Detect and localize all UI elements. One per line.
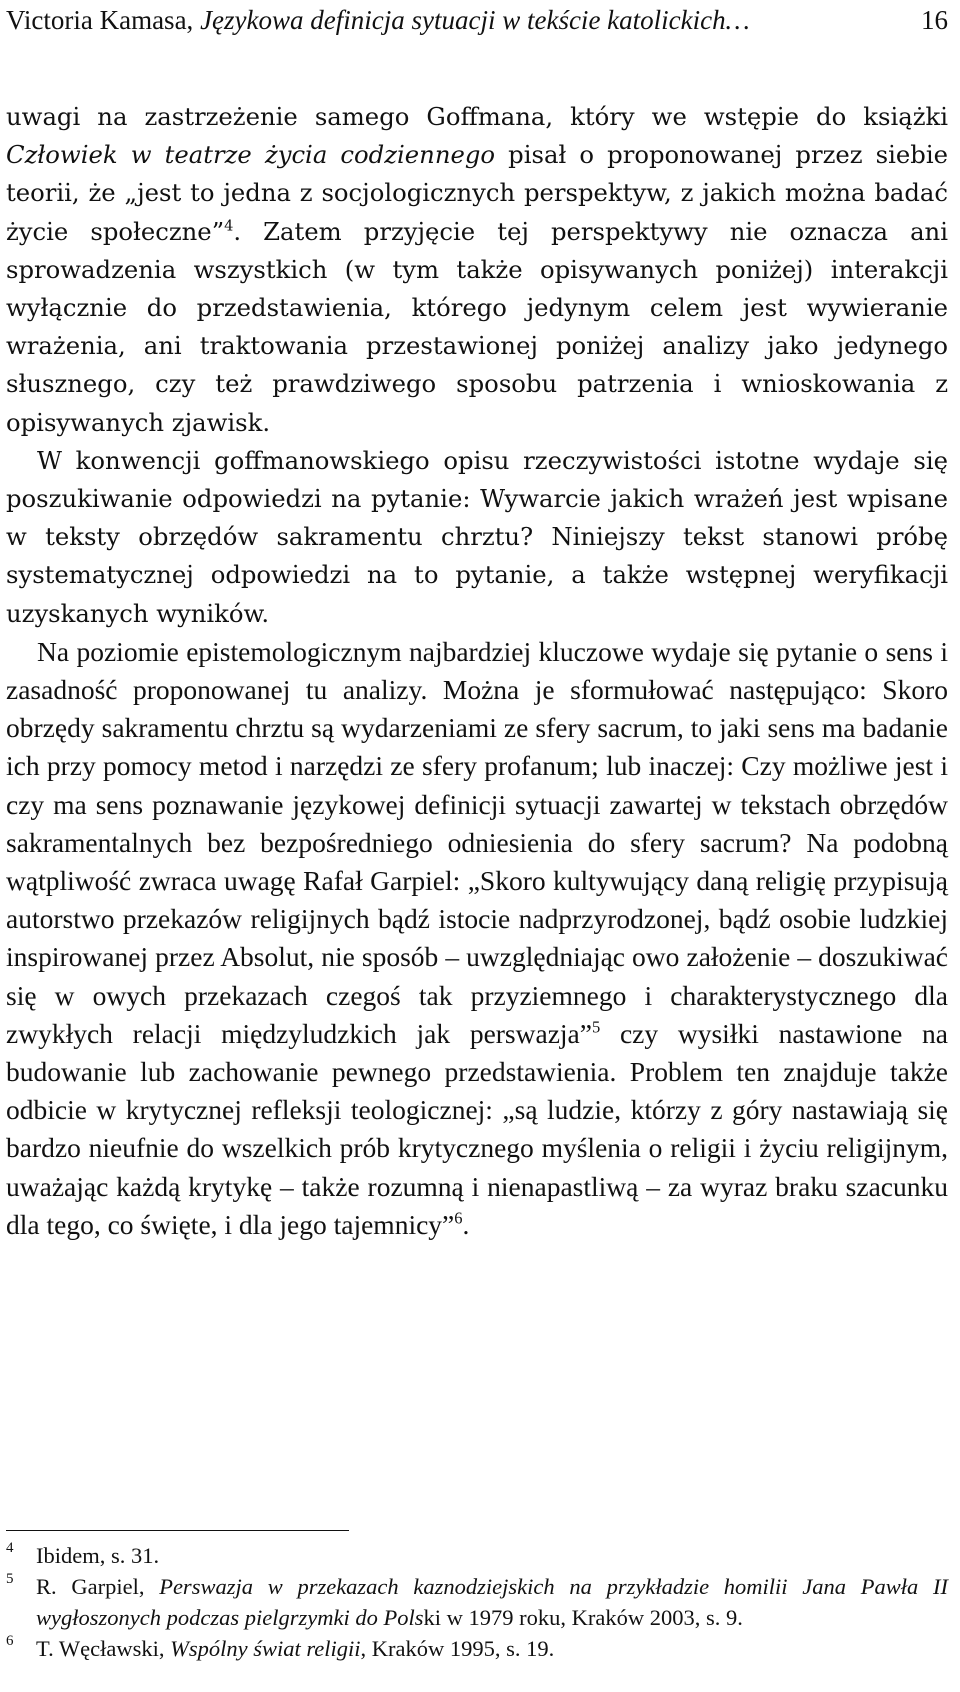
footnote-text: Ibidem, s. 31. (36, 1543, 160, 1568)
footnote-text-tail: , Kraków 1995, s. 19. (360, 1636, 555, 1661)
article-title: Językowa definicja sytuacji w tekście katolickich… (200, 5, 750, 35)
footnote-6 (6, 1633, 948, 1664)
paragraph-3 (6, 633, 948, 1244)
footnotes (6, 1540, 948, 1664)
page-number: 16 (921, 5, 948, 35)
footnote-text-tail: ki w 1979 roku, Kraków 2003, s. 9. (423, 1605, 743, 1630)
footnote-number: 5 (6, 1571, 14, 1587)
main-text (6, 98, 948, 1244)
paragraph-1-text-c: . Zatem przyjęcie tej perspektywy nie oznacza ani sprowadzenia wszystkich (w tym także opisywanych poniżej) interakcji wyłącznie do przedstawienia, którego jedynym celem jest wywieranie wrażenia, ani traktowania przestawionej poniżej analizy jako jedynego słusznego, czy też prawdziwego sposobu patrzenia i wnioskowania z opisywanych zjawisk. (6, 216, 948, 437)
paragraph-3-text-a: Na poziomie epistemologicznym najbardziej kluczowe wydaje się pytanie o sens i zasadność proponowanej tu analizy. Można je sformułować następująco: Skoro obrzędy sakramentu chrztu są wydarzeniami ze sfery sacrum, to jaki sens ma badanie ich przy pomocy metod i narzędzi ze sfery profanum; lub inaczej: Czy możliwe jest i czy ma sens poznawanie językowej definicji sytuacji zawartej w tekstach obrzędów sakramentalnych bez bezpośredniego odniesienia do sfery sacrum? Na podobną wątpliwość zwraca uwagę Rafał Garpiel: „Skoro kultywujący daną religię przypisują autorstwo przekazów religijnych bądź istocie nadprzyrodzonej, bądź osobie ludzkiej inspirowanej przez Absolut, nie sposób – uwzględniając owo założenie – doszukiwać się w owych przekazach czegoś tak przyziemnego i charakterystycznego dla zwykłych relacji międzyludzkich jak perswazja” (6, 635, 948, 1049)
running-title (6, 2, 750, 38)
paragraph-2: W konwencji goffmanowskiego opisu rzeczywistości istotne wydaje się poszukiwanie odpowiedzi na pytanie: Wywarcie jakich wrażeń jest wpisane w teksty obrzędów sakramentu chrztu? Niniejszy tekst stanowi próbę systematycznej odpowiedzi na to pytanie, a także wstępnej weryfikacji uzyskanych wyników. (6, 445, 948, 628)
footnote-ref-5[interactable]: 5 (591, 1017, 601, 1037)
footnote-ref-4[interactable]: 4 (224, 217, 234, 235)
footnote-separator (6, 1530, 349, 1531)
paragraph-3-text-c: . (462, 1208, 470, 1240)
footnote-4 (6, 1540, 948, 1571)
footnote-text: R. Garpiel, (36, 1574, 160, 1599)
footnote-5 (6, 1571, 948, 1633)
paragraph-1 (6, 98, 948, 442)
footnote-number: 6 (6, 1633, 14, 1649)
book-title: Człowiek w teatrze życia codziennego (6, 140, 496, 170)
footnote-text: T. Węcławski, (36, 1636, 171, 1661)
paragraph-1-text-b: pisał o proponowanej przez siebie teorii, że „jest to jedna z socjologicznych perspektyw, z jakich można badać życie społeczne” (6, 140, 948, 246)
footnote-number: 4 (6, 1540, 14, 1556)
running-header (6, 2, 948, 38)
paragraph-1-text-a: uwagi na zastrzeżenie samego Goffmana, który we wstępie do książki (6, 102, 948, 131)
footnote-cited-title: Perswazja w przekazach kaznodziejskich na przykładzie homilii Jana Pawła II wygłoszonych podczas pielgrzymki do Pols (36, 1574, 948, 1630)
footnote-cited-title: Wspólny świat religii (170, 1636, 361, 1661)
paragraph-3-text-b: czy wysiłki nastawione na budowanie lub zachowanie pewnego przedstawienia. Problem ten znajduje także odbicie w krytycznej refleksji teologicznej: „są ludzie, którzy z góry nastawiają się bardzo nieufnie do wszelkich prób krytycznego myślenia o religii i życiu religijnym, uważając każdą krytykę – także rozumną i nienapastliwą – za wyraz braku szacunku dla tego, co święte, i dla jego tajemnicy” (6, 1017, 949, 1240)
author-name: Victoria Kamasa, (6, 5, 201, 35)
footnote-ref-6[interactable]: 6 (454, 1208, 463, 1228)
